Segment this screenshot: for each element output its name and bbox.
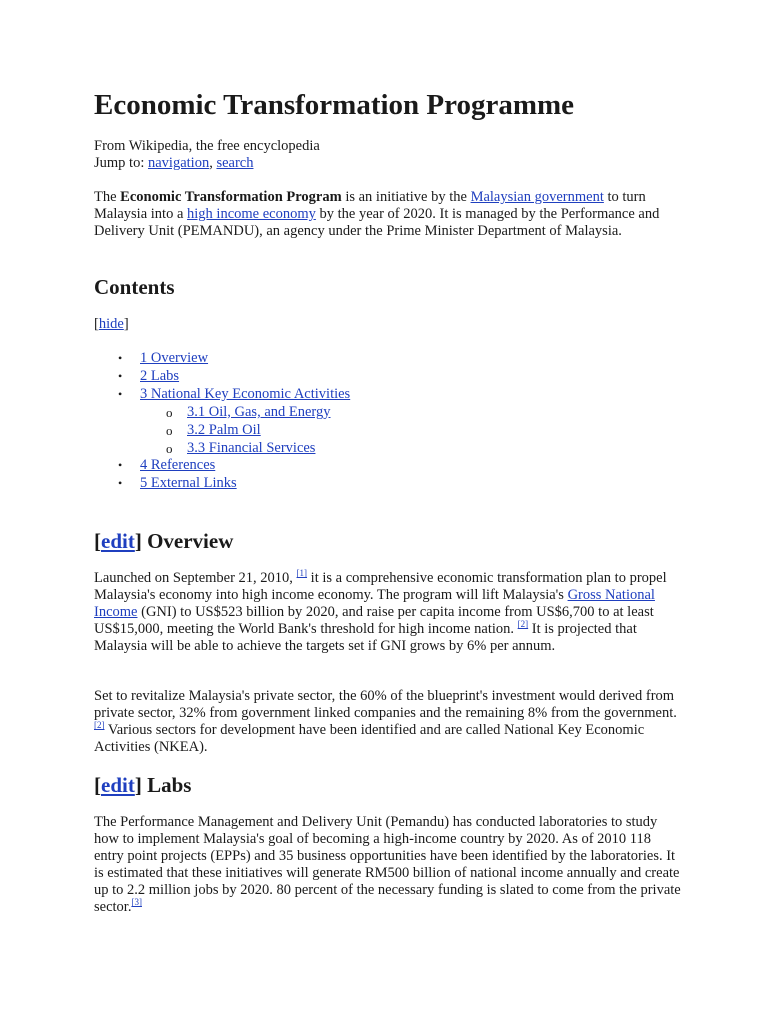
section-title: Overview — [147, 529, 234, 553]
high-income-economy-link[interactable]: high income economy — [187, 206, 316, 222]
toc-link-oil-gas-energy[interactable]: 3.1 Oil, Gas, and Energy — [187, 403, 331, 420]
paragraph-text: Various sectors for development have been identified and are called National Key Economic Activities (NKEA). — [94, 722, 645, 755]
paragraph-text: Launched on September 21, 2010, — [94, 570, 297, 586]
toc-item — [94, 368, 494, 386]
intro-text: The — [94, 189, 121, 205]
malaysian-government-link[interactable]: Malaysian government — [470, 189, 604, 205]
hide-toc-link[interactable]: hide — [98, 316, 124, 332]
intro-paragraph — [94, 189, 684, 240]
bullet-icon: • — [118, 476, 123, 491]
jump-search-link[interactable]: search — [216, 155, 254, 171]
toc-link-overview[interactable]: 1 Overview — [140, 350, 209, 366]
article-meta — [94, 138, 320, 172]
bracket-open: [ — [94, 773, 101, 797]
intro-text: by the year of 2020. It is managed by the Performance and Delivery Unit (PEMANDU), an agency under the Prime Minister Department of Malaysia. — [94, 206, 660, 239]
toc-link-external-links[interactable]: 5 External Links — [140, 475, 237, 492]
toc-link-financial-services[interactable]: 3.3 Financial Services — [187, 439, 316, 456]
edit-overview-link[interactable]: edit — [101, 529, 135, 553]
citation-1-link[interactable]: [1] — [296, 568, 308, 578]
toc-item — [94, 350, 494, 368]
paragraph-text: it is a comprehensive economic transformation plan to propel Malaysia's economy into high income economy. The program will lift Malaysia's — [94, 570, 667, 603]
labs-paragraph — [94, 814, 684, 916]
toc-item — [94, 457, 494, 475]
toc-subitem — [94, 404, 494, 422]
jump-to-label: Jump to: — [94, 155, 148, 171]
bullet-icon: • — [118, 458, 123, 473]
paragraph-text: Set to revitalize Malaysia's private sector, the 60% of the blueprint's investment would derived from private sector, 32% from government linked companies and the remaining 8% from the government. — [94, 688, 677, 721]
toc-item — [94, 475, 494, 493]
edit-labs-link[interactable]: edit — [101, 773, 135, 797]
jump-to-line — [94, 155, 320, 172]
bracket-open: [ — [94, 316, 99, 332]
toc-subitem — [94, 440, 494, 458]
table-of-contents — [94, 350, 494, 493]
paragraph-text: It is projected that Malaysia will be able to achieve the targets set if GNI grows by 6% per annum. — [94, 621, 637, 654]
paragraph-text: The Performance Management and Delivery Unit (Pemandu) has conducted laboratories to study how to implement Malaysia's goal of becoming a high-income country by 2020. As of 2010 118 entry point projects (EPPs) and 35 business opportunities have been identified by the laboratories. It is estimated that these initiatives will generate RM500 billion of national income annually and create up to 2.2 million jobs by 2020. 80 percent of the necessary funding is slated to come from the private sector. — [94, 814, 681, 915]
bullet-icon: • — [118, 368, 123, 383]
bracket-close: ] — [123, 316, 129, 332]
source-line: From Wikipedia, the free encyclopedia — [94, 138, 320, 154]
gross-national-income-link[interactable]: Gross National Income — [94, 587, 655, 620]
section-title: Labs — [147, 773, 192, 797]
page-title: Economic Transformation Programme — [94, 89, 575, 121]
bullet-icon: • — [118, 386, 123, 401]
toc-sublist — [140, 404, 494, 458]
toc-link-references[interactable]: 4 References — [140, 457, 216, 474]
intro-bold-term: Economic Transformation Program — [120, 189, 342, 205]
citation-3-link[interactable]: [3] — [131, 897, 142, 907]
paragraph-text: (GNI) to US$523 billion by 2020, and raise per capita income from US$6,700 to at least US$15,000, meeting the World Bank's threshold for high income nation. — [94, 604, 654, 637]
circle-bullet-icon: o — [166, 404, 173, 420]
citation-2-link[interactable]: [2] — [517, 619, 529, 629]
toc-item — [94, 386, 494, 458]
toc-toggle — [94, 316, 129, 333]
circle-bullet-icon: o — [166, 440, 173, 456]
toc-link-labs[interactable]: 2 Labs — [140, 367, 180, 384]
jump-separator: , — [209, 155, 217, 171]
bracket-close: ] — [134, 773, 148, 797]
jump-navigation-link[interactable]: navigation — [147, 155, 210, 171]
toc-subitem — [94, 422, 494, 440]
circle-bullet-icon: o — [166, 422, 173, 438]
intro-text: is an initiative by the — [341, 189, 471, 205]
contents-heading: Contents — [94, 275, 175, 299]
intro-text: to turn Malaysia into a — [94, 189, 646, 222]
bracket-close: ] — [134, 529, 148, 553]
citation-2-link[interactable]: [2] — [94, 720, 105, 730]
overview-paragraph-1 — [94, 570, 684, 655]
toc-link-nkea[interactable]: 3 National Key Economic Activities — [140, 385, 351, 402]
overview-paragraph-2 — [94, 688, 684, 756]
toc-link-palm-oil[interactable]: 3.2 Palm Oil — [187, 421, 261, 438]
bracket-open: [ — [94, 529, 101, 553]
bullet-icon: • — [118, 351, 123, 365]
overview-heading — [94, 528, 233, 554]
labs-heading — [94, 772, 191, 798]
